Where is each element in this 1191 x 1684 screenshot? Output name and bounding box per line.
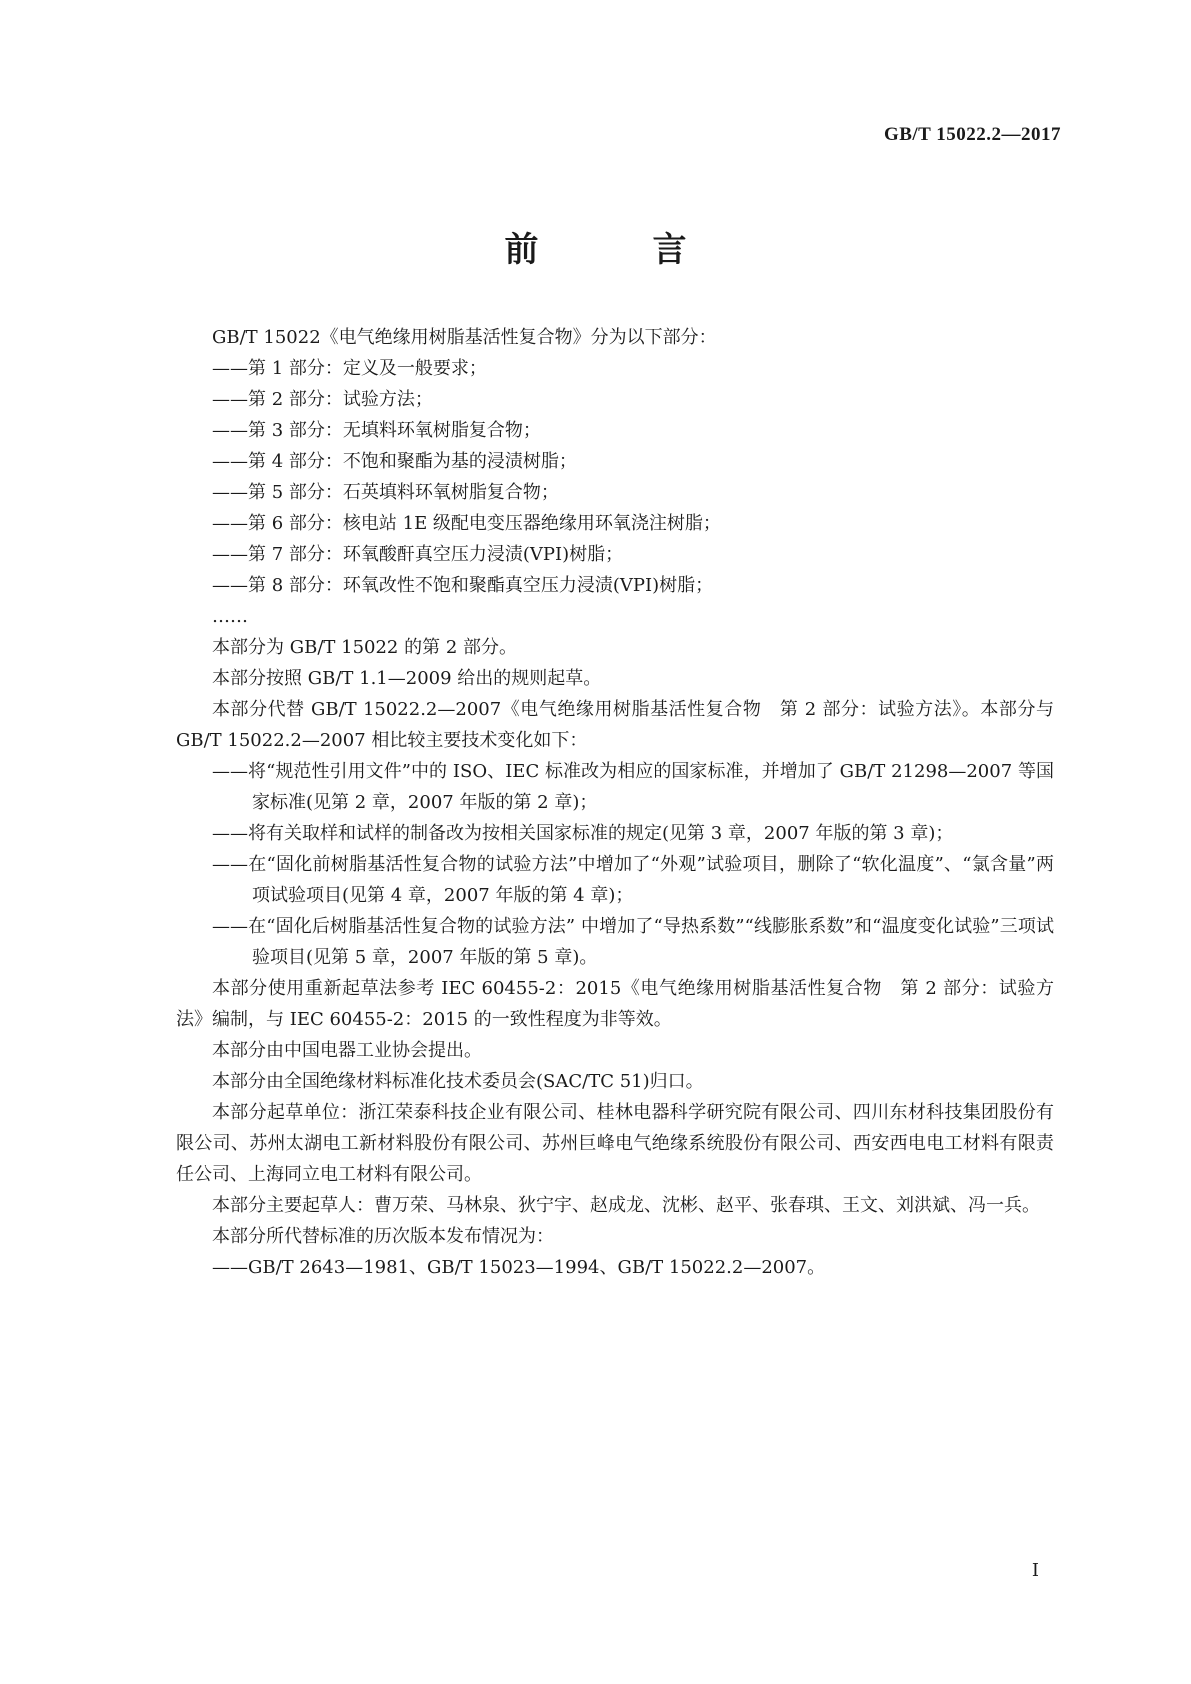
part-item: ——第 1 部分：定义及一般要求； [212,358,487,379]
change-item: ——将“规范性引用文件”中的 ISO、IEC 标准改为相应的国家标准，并增加了 GB/T 21298—2007 等国家标准(见第 2 章，2007 年版的第 2 章)； [212,761,1054,813]
paragraph-centralized: 本部分由全国绝缘材料标准化技术委员会(SAC/TC 51)归口。 [212,1071,704,1092]
page-title: 前 言 [504,230,727,270]
paragraph-replace: 本部分代替 GB/T 15022.2—2007《电气绝缘用树脂基活性复合物 第 2 部分：试验方法》。本部分与 GB/T 15022.2—2007 相比较主要技术变化如下： [176,699,1054,751]
part-item: ——第 8 部分：环氧改性不饱和聚酯真空压力浸渍(VPI)树脂； [212,575,714,596]
part-item: ——第 3 部分：无填料环氧树脂复合物； [212,420,541,441]
paragraph-units: 本部分起草单位：浙江荣泰科技企业有限公司、桂林电器科学研究院有限公司、四川东材科技集团股份有限公司、苏州太湖电工新材料股份有限公司、苏州巨峰电气绝缘系统股份有限公司、西安西电电工材料有限责任公司、上海同立电工材料有限公司。 [176,1102,1054,1185]
change-item: ——在“固化前树脂基活性复合物的试验方法”中增加了“外观”试验项目，删除了“软化温度”、“氯含量”两项试验项目(见第 4 章，2007 年版的第 4 章)； [212,854,1054,906]
paragraph-proposed: 本部分由中国电器工业协会提出。 [212,1040,482,1061]
change-item: ——将有关取样和试样的制备改为按相关国家标准的规定(见第 3 章，2007 年版的第 3 章)； [212,823,954,844]
paragraph-drafters: 本部分主要起草人：曹万荣、马林泉、狄宁宇、赵成龙、沈彬、赵平、张春琪、王文、刘洪斌、冯一兵。 [212,1195,1040,1216]
standard-code: GB/T 15022.2—2017 [883,124,1061,145]
paragraph-part: 本部分为 GB/T 15022 的第 2 部分。 [212,637,517,658]
part-item: ——第 4 部分：不饱和聚酯为基的浸渍树脂； [212,451,577,472]
part-item: ——第 7 部分：环氧酸酐真空压力浸渍(VPI)树脂； [212,544,624,565]
part-item: ——第 2 部分：试验方法； [212,389,433,410]
paragraph-rules: 本部分按照 GB/T 1.1—2009 给出的规则起草。 [212,668,602,689]
ellipsis: …… [212,606,248,627]
foreword-body [176,322,1054,1283]
page-number: I [1031,1560,1039,1581]
history-item: ——GB/T 2643—1981、GB/T 15023—1994、GB/T 15022.2—2007。 [212,1257,826,1278]
paragraph-history: 本部分所代替标准的历次版本发布情况为： [212,1226,554,1247]
part-item: ——第 6 部分：核电站 1E 级配电变压器绝缘用环氧浇注树脂； [212,513,721,534]
intro-paragraph: GB/T 15022《电气绝缘用树脂基活性复合物》分为以下部分： [212,327,717,348]
part-item: ——第 5 部分：石英填料环氧树脂复合物； [212,482,559,503]
paragraph-iec: 本部分使用重新起草法参考 IEC 60455-2：2015《电气绝缘用树脂基活性复合物 第 2 部分：试验方法》编制，与 IEC 60455-2：2015 的一致性程度为非等效。 [176,978,1054,1030]
change-item: ——在“固化后树脂基活性复合物的试验方法” 中增加了“导热系数”“线膨胀系数”和“温度变化试验”三项试验项目(见第 5 章，2007 年版的第 5 章)。 [212,916,1054,968]
